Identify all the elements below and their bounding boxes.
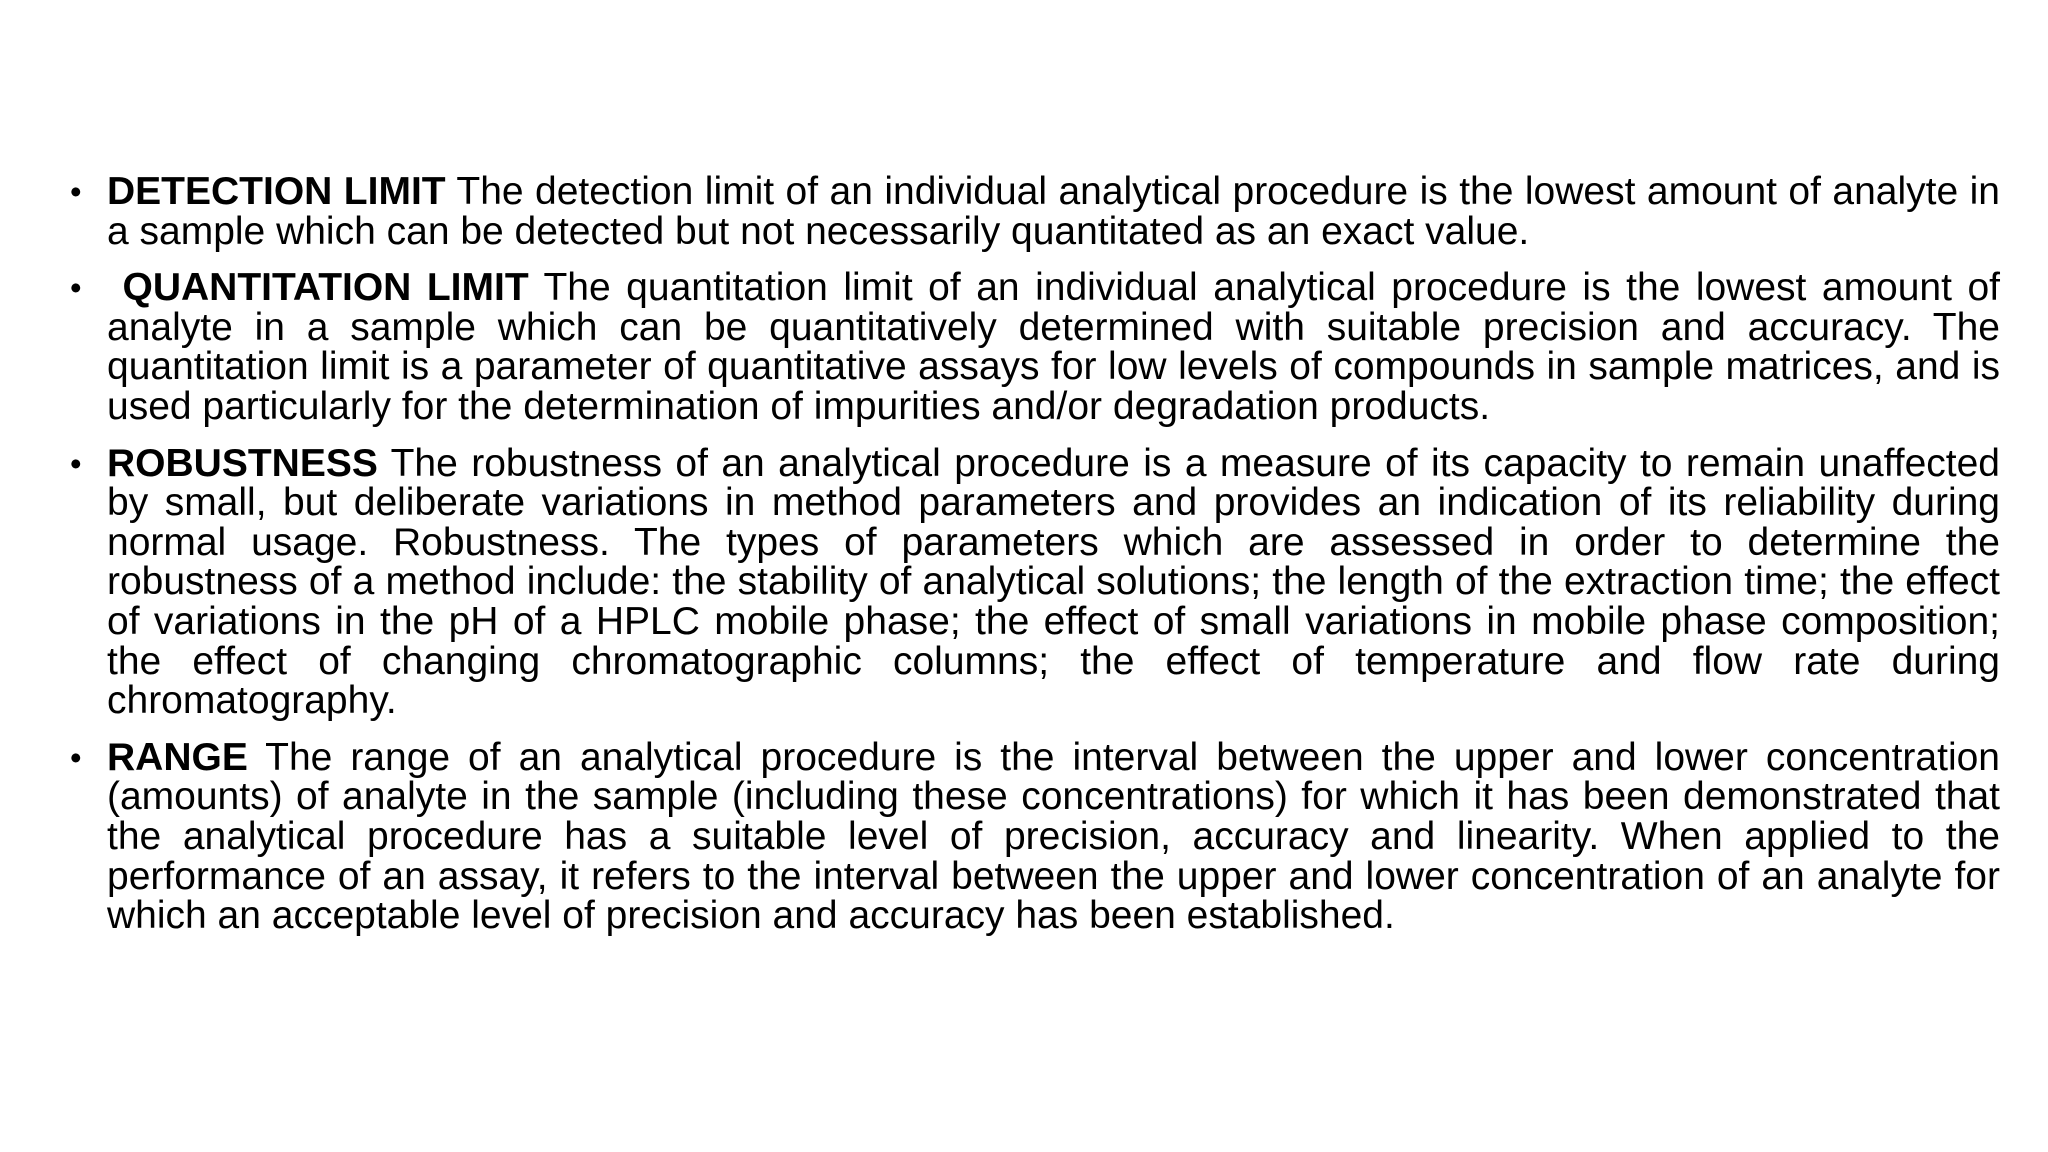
bullet-text: The detection limit of an individual analytical procedure is the lowest amount of analyte in a sample which can be detected but not necessarily quantitated as an exact value. [107,170,2000,253]
bullet-term: ROBUSTNESS [107,441,378,485]
bullet-text: The quantitation limit of an individual analytical procedure is the lowest amount of analyte in a sample which can be quantitatively determined with suitable precision and accuracy. The quantitation limit is a parameter of quantitative assays for low levels of compounds in sample matrices, and is used particularly for the determination of impurities and/or degradation products. [107,266,2000,428]
bullet-term: RANGE [107,735,248,779]
bullet-item-detection-limit [70,172,2000,251]
bullet-item-range [70,735,2000,938]
bullet-text: The range of an analytical procedure is the interval between the upper and lower concentration (amounts) of analyte in the sample (including these concentrations) for which it has been demonstrated that the analytical procedure has a suitable level of precision, accuracy and linearity. When applied to the performance of an assay, it refers to the interval between the upper and lower concentration of an analyte for which an acceptable level of precision and accuracy has been established. [107,735,2000,938]
bullet-text: The robustness of an analytical procedure is a measure of its capacity to remain unaffected by small, but deliberate variations in method parameters and provides an indication of its reliability during normal usage. Robustness. The types of parameters which are assessed in order to determine the robustness of a method include: the stability of analytical solutions; the length of the extraction time; the effect of variations in the pH of a HPLC mobile phase; the effect of small variations in mobile phase composition; the effect of changing chromatographic columns; the effect of temperature and flow rate during chromatography. [107,441,2000,723]
bullet-icon: • [70,269,82,307]
bullet-term: DETECTION LIMIT [107,170,446,213]
bullet-icon: • [70,738,82,776]
bullet-list [70,172,2000,953]
bullet-icon: • [70,173,82,210]
bullet-icon: • [70,444,82,482]
bullet-item-robustness [70,441,2000,723]
bullet-item-quantitation-limit [70,268,2000,426]
bullet-term: QUANTITATION LIMIT [107,266,529,310]
